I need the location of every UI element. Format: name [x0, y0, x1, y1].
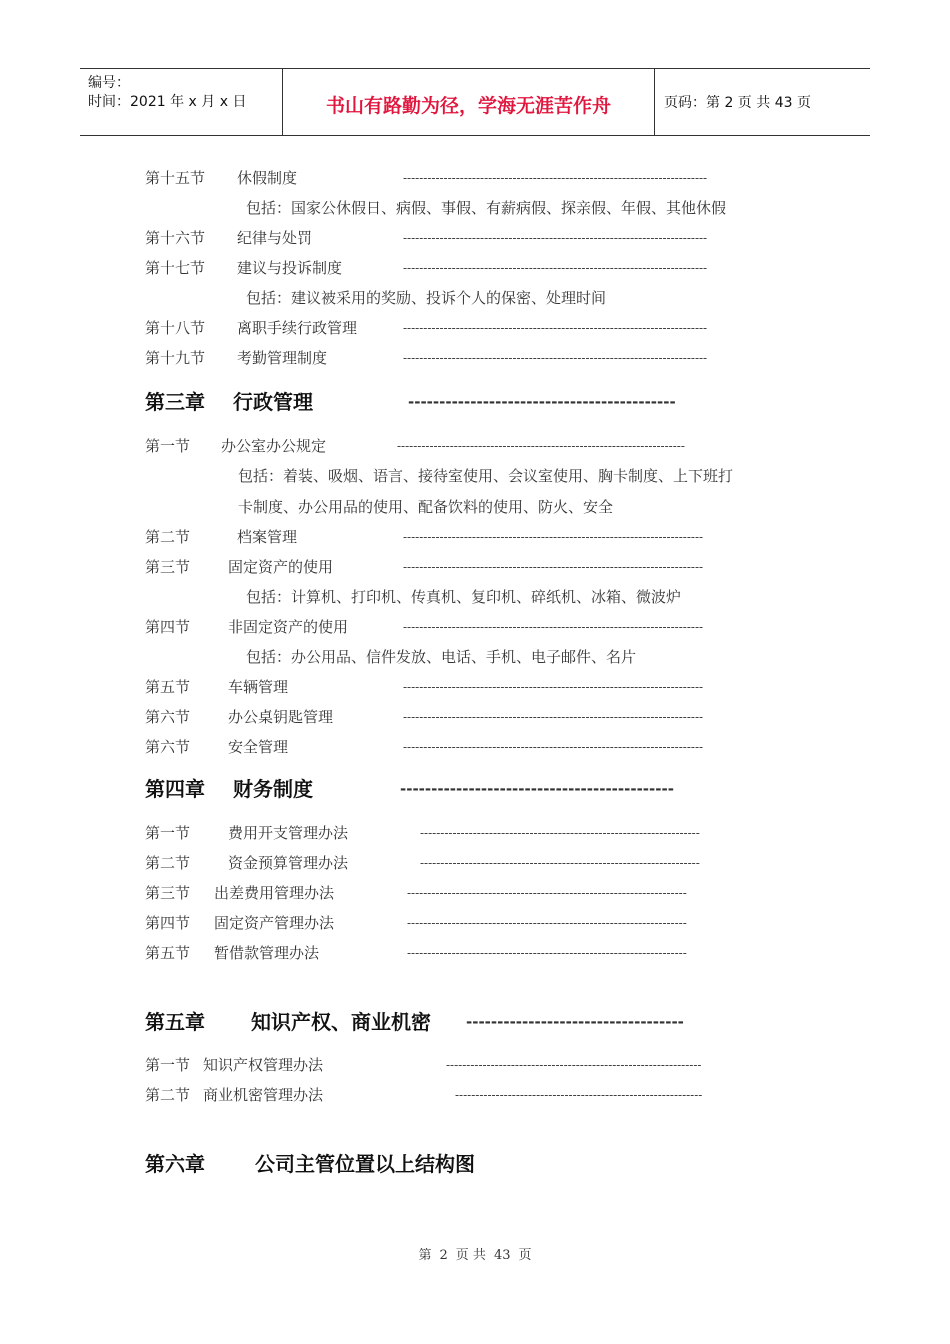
header-meta — [80, 69, 283, 135]
leader-dots: -------------------------------------------- — [400, 780, 674, 798]
chapter-title: 行政管理 — [233, 390, 313, 414]
header-page-info: 页码：第 2 页 共 43 页 — [664, 95, 811, 111]
section-number: 第十五节 — [145, 169, 206, 187]
section-number: 第二节 — [145, 854, 191, 872]
chapter-title: 财务制度 — [233, 777, 313, 801]
chapter-number: 第五章 — [145, 1010, 205, 1034]
leader-dots: ----------------------------------------------------------------------- — [397, 439, 685, 453]
section-title: 离职手续行政管理 — [237, 319, 358, 337]
leader-dots: --------------------------------------------------------------------- — [420, 856, 700, 870]
chapter-number: 第四章 — [145, 777, 205, 801]
chapter-number: 第三章 — [145, 390, 205, 414]
section-number: 第一节 — [145, 824, 191, 842]
section-title: 车辆管理 — [228, 678, 289, 696]
document-date: 时间：2021 年 x 月 x 日 — [88, 94, 247, 110]
footer-prefix: 第 — [418, 1248, 432, 1263]
leader-dots: --------------------------------------------------------------------- — [407, 886, 687, 900]
section-includes: 包括：着装、吸烟、语言、接待室使用、会议室使用、胸卡制度、上下班打 — [238, 467, 734, 485]
section-number: 第三节 — [145, 558, 191, 576]
section-number: 第六节 — [145, 708, 191, 726]
section-title: 纪律与处罚 — [237, 229, 313, 247]
section-title: 安全管理 — [228, 738, 289, 756]
footer-page-number: 2 — [439, 1248, 448, 1263]
section-number: 第四节 — [145, 618, 191, 636]
section-title: 暂借款管理办法 — [214, 944, 320, 962]
section-title: 建议与投诉制度 — [237, 259, 343, 277]
section-number: 第十九节 — [145, 349, 206, 367]
section-title: 办公室办公规定 — [221, 437, 327, 455]
section-number: 第十七节 — [145, 259, 206, 277]
section-number: 第五节 — [145, 678, 191, 696]
section-title: 商业机密管理办法 — [203, 1086, 324, 1104]
header-motto: 书山有路勤为径，学海无涯苦作舟 — [283, 69, 655, 135]
section-title: 出差费用管理办法 — [214, 884, 335, 902]
leader-dots: ------------------------------------------------------------- — [455, 1088, 703, 1102]
leader-dots: -------------------------------------------------------------------------- — [403, 620, 704, 634]
leader-dots: --------------------------------------------------------------------------- — [403, 321, 708, 335]
leader-dots: ------------------------------------------- — [408, 393, 676, 411]
leader-dots: --------------------------------------------------------------------- — [420, 826, 700, 840]
footer-mid: 页 共 — [455, 1248, 486, 1263]
section-includes: 卡制度、办公用品的使用、配备饮料的使用、防火、安全 — [238, 498, 614, 516]
section-title: 知识产权管理办法 — [203, 1056, 324, 1074]
leader-dots: --------------------------------------------------------------------- — [407, 916, 687, 930]
leader-dots: -------------------------------------------------------------------------- — [403, 560, 704, 574]
leader-dots: --------------------------------------------------------------- — [446, 1058, 702, 1072]
chapter-title: 公司主管位置以上结构图 — [255, 1152, 475, 1176]
chapter-number: 第六章 — [145, 1152, 205, 1176]
section-number: 第二节 — [145, 528, 191, 546]
leader-dots: --------------------------------------------------------------------------- — [403, 231, 708, 245]
section-title: 考勤管理制度 — [237, 349, 328, 367]
section-title: 固定资产管理办法 — [214, 914, 335, 932]
leader-dots: ----------------------------------- — [466, 1013, 684, 1031]
page-footer — [0, 1244, 950, 1263]
page-header — [80, 68, 870, 136]
chapter-title: 知识产权、商业机密 — [251, 1010, 431, 1034]
section-number: 第三节 — [145, 884, 191, 902]
section-number: 第一节 — [145, 1056, 191, 1074]
leader-dots: -------------------------------------------------------------------------- — [403, 740, 704, 754]
section-includes: 包括：计算机、打印机、传真机、复印机、碎纸机、冰箱、微波炉 — [246, 588, 682, 606]
section-number: 第十六节 — [145, 229, 206, 247]
section-includes: 包括：建议被采用的奖励、投诉个人的保密、处理时间 — [246, 289, 607, 307]
leader-dots: --------------------------------------------------------------------- — [407, 946, 687, 960]
section-number: 第五节 — [145, 944, 191, 962]
leader-dots: -------------------------------------------------------------------------- — [403, 530, 704, 544]
section-title: 档案管理 — [237, 528, 298, 546]
section-title: 办公桌钥匙管理 — [228, 708, 334, 726]
section-title: 非固定资产的使用 — [228, 618, 349, 636]
section-number: 第十八节 — [145, 319, 206, 337]
document-number-label: 编号： — [88, 75, 130, 91]
section-includes: 包括：国家公休假日、病假、事假、有薪病假、探亲假、年假、其他休假 — [246, 199, 727, 217]
footer-suffix: 页 — [518, 1248, 532, 1263]
leader-dots: --------------------------------------------------------------------------- — [403, 261, 708, 275]
section-title: 固定资产的使用 — [228, 558, 334, 576]
leader-dots: -------------------------------------------------------------------------- — [403, 710, 704, 724]
section-includes: 包括：办公用品、信件发放、电话、手机、电子邮件、名片 — [246, 648, 637, 666]
section-number: 第二节 — [145, 1086, 191, 1104]
section-number: 第四节 — [145, 914, 191, 932]
section-title: 休假制度 — [237, 169, 298, 187]
footer-total-pages: 43 — [493, 1248, 511, 1263]
leader-dots: -------------------------------------------------------------------------- — [403, 680, 704, 694]
leader-dots: --------------------------------------------------------------------------- — [403, 351, 708, 365]
leader-dots: --------------------------------------------------------------------------- — [403, 171, 708, 185]
section-title: 资金预算管理办法 — [228, 854, 349, 872]
section-number: 第一节 — [145, 437, 191, 455]
section-title: 费用开支管理办法 — [228, 824, 349, 842]
section-number: 第六节 — [145, 738, 191, 756]
